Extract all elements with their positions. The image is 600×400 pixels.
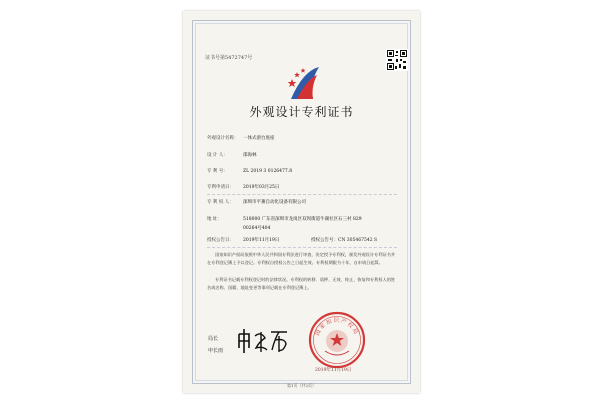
field-value: ZL 2019 3 0126477.8	[243, 169, 293, 174]
field-label: 专 利 权 人：	[207, 200, 234, 205]
certificate-title: 外观设计专利证书	[249, 105, 354, 119]
qr-code-icon	[386, 49, 408, 71]
field-design-name	[207, 135, 275, 141]
official-seal	[308, 311, 366, 369]
field-value: 邵海林	[243, 153, 257, 158]
field-value: 518000 广东省深圳市龙岗区双坝街道牛湖社区石三村 829	[243, 217, 362, 222]
field-label: 授权公告日：	[207, 238, 234, 243]
signature-name: 申长雨	[208, 348, 224, 354]
body-paragraph: 国家知识产权局依照中华人民共和国专利法进行审查，决定授予专利权，颁发外观设计专利证书并在专利登记簿上予以登记。专利权自授权公告之日起生效。专利权期限为十年，自申请日起算。	[207, 252, 396, 265]
field-value: 一体式滑台底座	[243, 136, 275, 141]
cnipa-emblem-icon	[283, 61, 325, 103]
publication-number: 授权公告号：CN 305467542 S	[311, 238, 378, 243]
field-application-date	[207, 184, 279, 190]
seal-text: 国家知识产权局	[314, 318, 360, 337]
field-designer	[207, 152, 257, 158]
field-label: 地 址：	[207, 217, 222, 222]
field-label: 专 利 号：	[207, 169, 228, 174]
field-label: 外观设计名称：	[207, 136, 239, 141]
separator	[207, 247, 397, 248]
field-value: 2019年11月19日	[243, 238, 280, 243]
separator	[207, 194, 397, 195]
page-footer: 第1页（共2页）	[286, 383, 317, 388]
certificate-number: 证书号第5472747号	[205, 55, 253, 61]
field-patentee	[207, 199, 306, 205]
address-line-2: 00264号404	[243, 226, 271, 231]
signature-role: 局长	[208, 336, 219, 342]
body-paragraph: 专利证书记载专利权登记时的法律状况。专利权的转移、质押、无效、终止、恢复和专利权人的姓名或名称、国籍、地址变更等事项记载在专利登记簿上。	[207, 277, 396, 290]
field-publication-date	[207, 237, 279, 243]
field-label: 专利申请日：	[207, 185, 234, 190]
seal-date: 2019年11月19日	[315, 368, 352, 373]
field-value: 深圳市平蕃自动化设备有限公司	[243, 200, 306, 205]
field-value: 2019年03月25日	[243, 185, 280, 190]
field-label: 设 计 人：	[207, 153, 228, 158]
field-patent-number	[207, 168, 292, 174]
field-address	[207, 216, 362, 222]
patent-certificate	[183, 11, 420, 393]
handwritten-signature	[235, 326, 290, 356]
